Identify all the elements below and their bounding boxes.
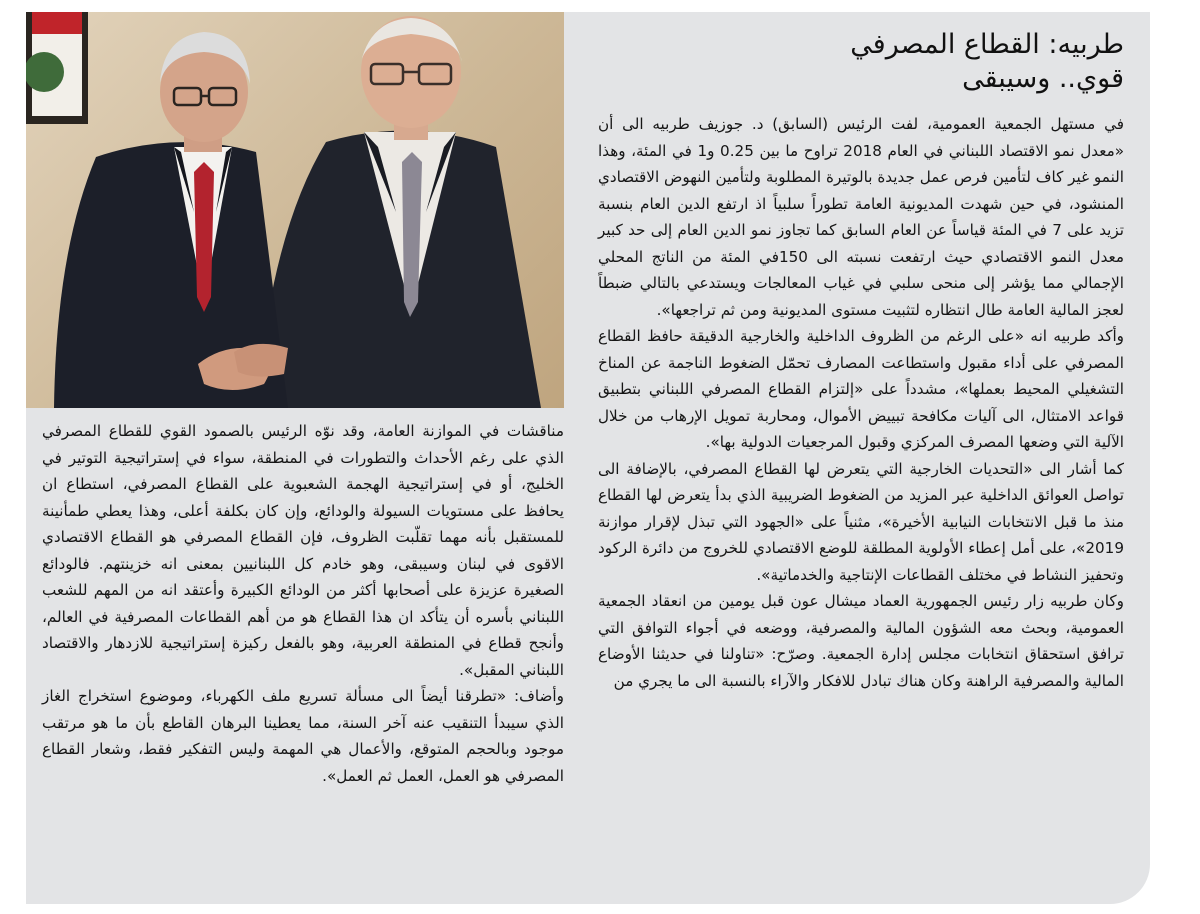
article-photo	[26, 12, 564, 408]
paragraph: في مستهل الجمعية العمومية، لفت الرئيس (السابق) د. جوزيف طربيه الى أن «معدل نمو الاقتصاد اللبناني في العام 2018 تراوح ما بين 0.25 و1 في المئة، وهذا النمو غير كاف لتأمين فرص عمل جديدة بالوتيرة المطلوبة ولتأمين النهوض الاقتصادي المنشود، في حين شهدت المديونية العامة تطوراً سلبياً اذ ارتفع الدين العام بنسبة تزيد على 7 في المئة قياساً عن العام السابق كما تجاوز نمو الدين العام إلى حد كبير معدل النمو الاقتصادي حيث ارتفعت نسبته الى 150في المئة من الناتج المحلي الإجمالي مما يؤشر إلى منحى سلبي في غياب المعالجات ويستدعي بالتالي ضبطاً لعجز المالية العامة طال انتظاره لتثبيت مستوى المديونية ومن ثم تراجعها».	[598, 115, 1125, 319]
handshake-photo-icon	[26, 12, 564, 408]
paragraph: وكان طربيه زار رئيس الجمهورية العماد ميشال عون قبل يومين من انعقاد الجمعية العمومية، وبحث معه الشؤون المالية والمصرفية، ووضعه في أجواء التوافق التي ترافق استحقاق انتخابات مجلس إدارة الجمعية. وصرّح: «تناولنا في حديثنا الأوضاع المالية والمصرفية الراهنة وكان هناك تبادل للافكار والآراء بالنسبة الى ما يجري من	[598, 592, 1124, 690]
article-headline	[604, 28, 1124, 96]
paragraph: مناقشات في الموازنة العامة، وقد نوّه الرئيس بالصمود القوي للقطاع المصرفي الذي على رغم الأحداث والتطورات في المنطقة، سواء في إستراتيجية التوتير في الخليج، أو في إستراتيجية الهجمة الشعبوية على القطاع المصرفي، استطاع ان يحافظ على مستويات السيولة والودائع، وإن كان بكلفة أعلى، وهذا يعطي طمأنينة للمستقبل بأنه مهما تقلّبت الظروف، فإن القطاع المصرفي هو القطاع الاقتصادي الاقوى في لبنان وسيبقى، وهو خادم كل اللبنانيين بمعنى انه خزينتهم. فالودائع الصغيرة عزيزة على أصحابها أكثر من الودائع الكبيرة وأعتقد انه من المهم للشعب اللبناني بأسره أن يتأكد ان هذا القطاع هو من أهم القطاعات المصرفية في العالم، وأنجح قطاع في المنطقة العربية، وهو بالفعل ركيزة إستراتيجية للازدهار والاقتصاد اللبناني المقبل».	[42, 422, 564, 679]
paragraph: وأضاف: «تطرقنا أيضاً الى مسألة تسريع ملف الكهرباء، وموضوع استخراج الغاز الذي سيبدأ التنقيب عنه آخر السنة، مما يعطينا البرهان القاطع بأن ما هو مرتقب موجود وبالحجم المتوقع، والأعمال هي المهمة وليس التفكير فقط، وشعار القطاع المصرفي هو العمل، العمل ثم العمل».	[42, 687, 564, 785]
headline-line-1: طربيه: القطاع المصرفي	[850, 29, 1124, 60]
paragraph: كما أشار الى «التحديات الخارجية التي يتعرض لها القطاع المصرفي، بالإضافة الى تواصل العوائق الداخلية عبر المزيد من الضغوط الضريبية الذي بدأ يتعرض لها القطاع منذ ما قبل الانتخابات النيابية الأخيرة»، مثنياً على «الجهود التي تبذل لإقرار موازنة 2019»، على أمل إعطاء الأولوية المطلقة للوضع الاقتصادي للخروج من دائرة الركود وتحفيز النشاط في مختلف القطاعات الإنتاجية والخدماتية».	[598, 459, 1124, 584]
article-column-left	[42, 418, 564, 789]
headline-line-2: قوي.. وسيبقى	[962, 63, 1124, 94]
article-column-right	[598, 111, 1124, 694]
paragraph: وأكد طربيه انه «على الرغم من الظروف الداخلية والخارجية الدقيقة حافظ القطاع المصرفي على أداء مقبول واستطاعت المصارف تحمّل الضغوط الناجمة عن المناخ التشغيلي المحيط بعملها»، مشدداً على «إلتزام القطاع المصرفي اللبناني بتطبيق قواعد الامتثال، الى آليات مكافحة تبييض الأموال، ومحاربة تمويل الإرهاب من خلال الآلية التي وضعها المصرف المركزي وقبول المرجعيات الدولية بها».	[598, 327, 1124, 451]
